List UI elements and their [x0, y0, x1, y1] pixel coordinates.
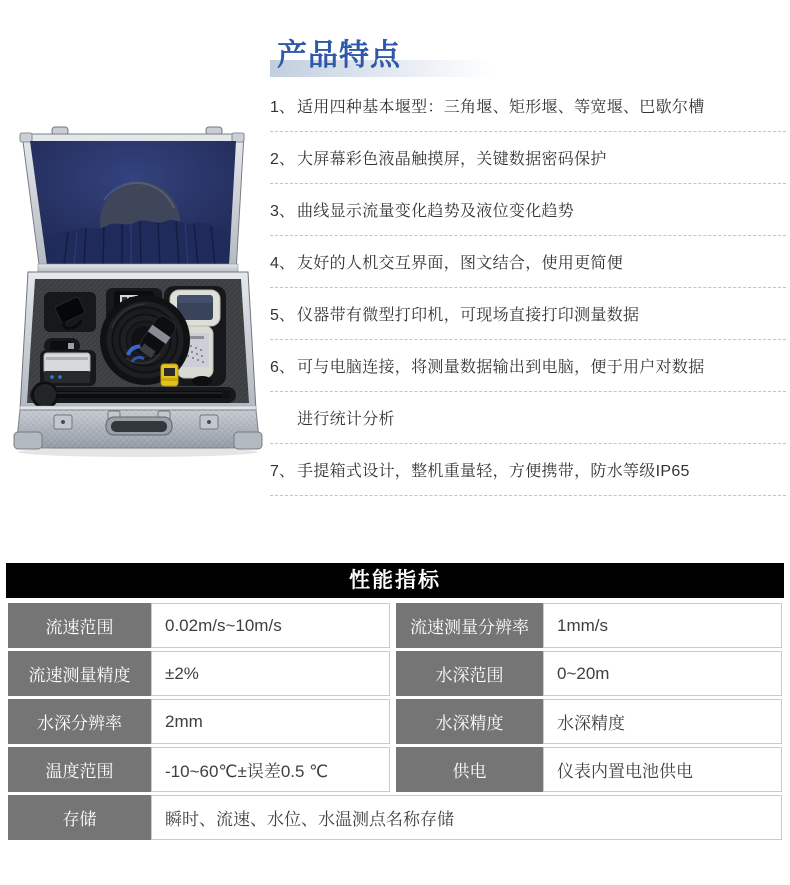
- spec-value: 仪表内置电池供电: [543, 747, 782, 792]
- spec-value: 水深精度: [543, 699, 782, 744]
- spec-row: [396, 747, 782, 792]
- printer-led: [50, 375, 54, 379]
- feature-number: 3、: [270, 203, 295, 220]
- spec-label: 流速测量精度: [8, 651, 151, 696]
- usb-dongle: [50, 341, 74, 351]
- spec-label: 流速测量分辨率: [396, 603, 543, 648]
- spec-row: [8, 603, 390, 648]
- spec-row: [8, 699, 390, 744]
- spec-row: [396, 651, 782, 696]
- spec-value: 0~20m: [543, 651, 782, 696]
- feature-list: [270, 80, 786, 496]
- printer-led: [58, 375, 62, 379]
- features-section-header: [270, 36, 790, 80]
- feature-line: [270, 80, 786, 132]
- feature-line: [270, 340, 786, 392]
- case-front: [14, 406, 262, 449]
- feature-number: 6、: [270, 359, 295, 376]
- feature-line: [270, 444, 786, 496]
- spec-label: 供电: [396, 747, 543, 792]
- spec-value: 1mm/s: [543, 603, 782, 648]
- spec-row: [8, 747, 390, 792]
- case-handle: [106, 417, 172, 435]
- feature-line: [270, 132, 786, 184]
- feature-number: 7、: [270, 463, 295, 480]
- spec-label: 温度范围: [8, 747, 151, 792]
- feature-line: [270, 184, 786, 236]
- corner-guard: [234, 432, 262, 449]
- case-lid: [20, 127, 244, 273]
- feature-text: 大屏幕彩色液晶触摸屏，关键数据密码保护: [297, 151, 607, 168]
- feature-text: 适用四种基本堰型：三角堰、矩形堰、等宽堰、巴歇尔槽: [297, 99, 705, 116]
- feature-text: 可与电脑连接，将测量数据输出到电脑，便于用户对数据: [297, 359, 705, 376]
- spec-table-title: 性能指标: [6, 563, 784, 598]
- spec-column-left: [8, 603, 390, 795]
- feature-number: 2、: [270, 151, 295, 168]
- feature-line: [270, 288, 786, 340]
- spec-value: ±2%: [151, 651, 390, 696]
- feature-text: 曲线显示流量变化趋势及液位变化趋势: [297, 203, 575, 220]
- page-title: 产品特点: [277, 39, 401, 72]
- feature-number: 4、: [270, 255, 295, 272]
- spec-label: 水深分辨率: [8, 699, 151, 744]
- spec-label: 水深精度: [396, 699, 543, 744]
- spec-row: [396, 603, 782, 648]
- spec-value: 瞬时、流速、水位、水温测点名称存储: [151, 795, 782, 840]
- feature-number: 5、: [270, 307, 295, 324]
- spec-label: 流速范围: [8, 603, 151, 648]
- feature-text: 手提箱式设计，整机重量轻，方便携带，防水等级IP65: [297, 463, 690, 480]
- spec-label: 存储: [8, 795, 151, 840]
- spec-value: 2mm: [151, 699, 390, 744]
- feature-line: [270, 236, 786, 288]
- tape-measure: [161, 364, 178, 386]
- spec-value: -10~60℃±误差0.5 ℃: [151, 747, 390, 792]
- feature-text: 仪器带有微型打印机，可现场直接打印测量数据: [297, 307, 640, 324]
- feature-text: 进行统计分析: [297, 411, 395, 428]
- spec-column-right: [396, 603, 782, 795]
- spec-row: [396, 699, 782, 744]
- case-tray: [20, 272, 256, 410]
- spec-table: [8, 603, 782, 843]
- spec-row-storage: [8, 795, 782, 840]
- feature-text: 友好的人机交互界面，图文结合，使用更简便: [297, 255, 624, 272]
- spec-row: [8, 651, 390, 696]
- feature-number: 1、: [270, 99, 295, 116]
- spec-label: 水深范围: [396, 651, 543, 696]
- mini-printer: [44, 353, 90, 383]
- feature-line-continuation: [270, 392, 786, 444]
- corner-guard: [14, 432, 42, 449]
- spec-value: 0.02m/s~10m/s: [151, 603, 390, 648]
- product-photo-flow-meter-case: [8, 100, 268, 460]
